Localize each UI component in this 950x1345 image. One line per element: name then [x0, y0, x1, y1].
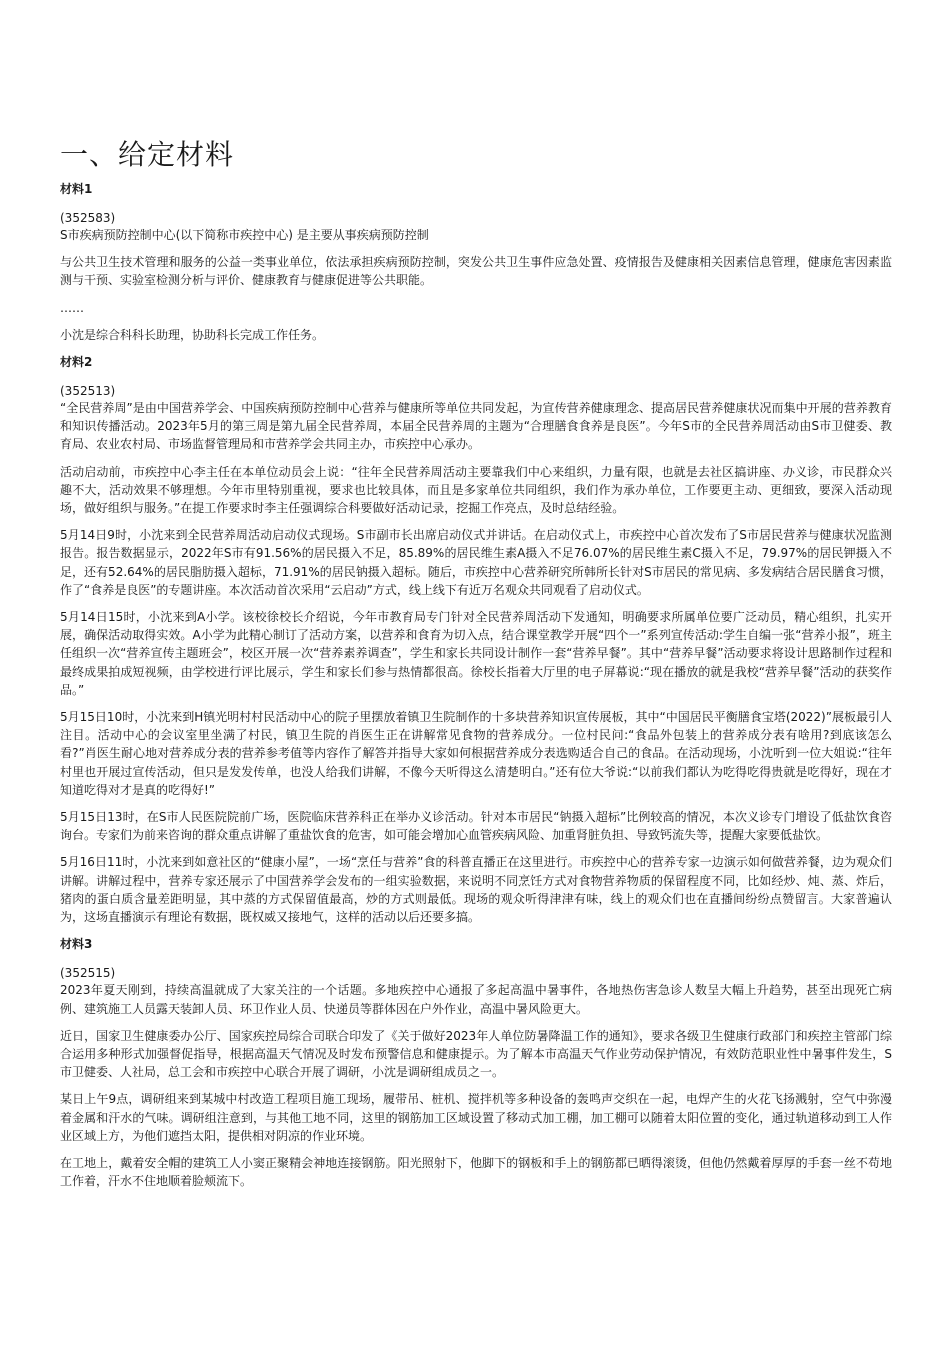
material-3 — [60, 935, 892, 1190]
material-1 — [60, 180, 892, 344]
paragraph: 5月15日13时，在S市人民医院院前广场，医院临床营养科正在举办义诊活动。针对本市居民“钠摄入超标”比例较高的情况，本次义诊专门增设了低盐饮食咨询台。专家们为前来咨询的群众重点讲解了重盐饮食的危害，如可能会增加心血管疾病风险、加重肾脏负担、导致钙流失等，提醒大家要低盐饮。 — [60, 810, 892, 843]
page-title: 一、给定材料 — [60, 138, 235, 171]
paragraph: 5月14日15时，小沈来到A小学。该校徐校长介绍说，今年市教育局专门针对全民营养周活动下发通知，明确要求所属单位要广泛动员，精心组织，扎实开展，确保活动取得实效。A小学为此精心制订了活动方案，以营养和食育为切入点，结合课堂教学开展“四个一”系列宣传活动:学生自编一张“营养小报”，班主任组织一次“营养宣传主题班会”，校区开展一次“营养素养调查”，学生和家长共同设计制作一套“营养早餐”。其中“营养早餐”活动要求将设计思路制作过程和最终成果拍成短视频，由学校进行评比展示，学生和家长们参与热情都很高。徐校长指着大厅里的电子屏幕说:“现在播放的就是我校“营养早餐”活动的获奖作品。” — [60, 610, 892, 697]
paragraph: “全民营养周”是由中国营养学会、中国疾病预防控制中心营养与健康所等单位共同发起，为宣传营养健康理念、提高居民营养健康状况而集中开展的营养教育和知识传播活动。2023年5月的第三周是第九届全民营养周，本届全民营养周的主题为“合理膳食食养是良医”。今年S市的全民营养周活动由S市卫健委、教育局、农业农村局、市场监督管理局和市营养学会共同主办，市疾控中心承办。 — [60, 401, 892, 452]
paragraph: 某日上午9点，调研组来到某城中村改造工程项目施工现场，履带吊、桩机、搅拌机等多种设备的轰鸣声交织在一起，电焊产生的火花飞扬溅射，空气中弥漫着金属和汗水的气味。调研组注意到，与其他工地不同，这里的钢筋加工区域设置了移动式加工棚，加工棚可以随着太阳位置的变化，通过轨道移动到工人作业区域上方，为他们遮挡太阳，提供相对阴凉的作业环境。 — [60, 1092, 892, 1143]
paragraph: 在工地上，戴着安全帽的建筑工人小窦正聚精会神地连接钢筋。阳光照射下，他脚下的钢板和手上的钢筋都已晒得滚烫，但他仍然戴着厚厚的手套一丝不苟地工作着，汗水不住地顺着脸颊流下。 — [60, 1155, 892, 1189]
paragraph: 5月15日10时，小沈来到H镇光明村村民活动中心的院子里摆放着镇卫生院制作的十多块营养知识宣传展板，其中“中国居民平衡膳食宝塔(2022)”展板最引人注目。活动中心的会议室里坐满了村民，镇卫生院的肖医生正在讲解常见食物的营养成分。一位村民问:“食品外包装上的营养成分表有啥用?到底该怎么看?”肖医生耐心地对营养成分表的营养参考值等内容作了解答并指导大家如何根据营养成分表选购适合自己的食品。在活动现场，小沈听到一位大姐说:“往年村里也开展过宣传活动，但只是发发传单，也没人给我们讲解，不像今天听得这么清楚明白。”还有位大爷说:“以前我们都认为吃得吃得贵就是吃得好，现在才知道吃得对才是真的吃得好!” — [60, 710, 892, 797]
material-code: (352583) — [60, 211, 116, 225]
material-2 — [60, 353, 892, 926]
material-title: 材料3 — [60, 937, 93, 952]
material-code: (352513) — [60, 384, 116, 399]
material-title: 材料1 — [60, 182, 93, 196]
paragraph: …… — [60, 300, 84, 315]
paragraph: 与公共卫生技术管理和服务的公益一类事业单位，依法承担疾病预防控制，突发公共卫生事件应急处置、疫情报告及健康相关因素信息管理，健康危害因素监测与干预、实验室检测分析与评价、健康教育与健康促进等公共职能。 — [60, 255, 892, 288]
paragraph: 5月16日11时，小沈来到如意社区的“健康小屋”，一场“烹任与营养”食的科普直播正在这里进行。市疾控中心的营养专家一边演示如何做营养餐，边为观众们讲解。讲解过程中，营养专家还展示了中国营养学会发布的一组实验数据，来说明不同烹饪方式对食物营养物质的保留程度不同，比如经炒、炖、蒸、炸后，猪肉的蛋白质含量差距明显，其中蒸的方式保留值最高，炒的方式则最低。现场的观众听得津津有味，线上的观众们也在直播间纷纷点赞留言。大家普遍认为，这场直播演示有理论有数据，既权威又接地气，这样的活动以后还要多搞。 — [60, 855, 892, 925]
paragraph: 活动启动前，市疾控中心李主任在本单位动员会上说：“往年全民营养周活动主要靠我们中心来组织，力量有限，也就是去社区搞讲座、办义诊，市民群众兴趣不大，活动效果不够理想。今年市里特别重视，要求也比较具体，而且是多家单位共同组织，我们作为承办单位，工作要更主动、更细致，要深入活动现场，做好组织与服务。”在提工作要求时李主任强调综合科要做好活动记录，挖掘工作亮点，及时总结经验。 — [60, 464, 892, 516]
paragraph: 5月14日9时，小沈来到全民营养周活动启动仪式现场。S市副市长出席启动仪式并讲话。在启动仪式上，市疾控中心首次发布了S市居民营养与健康状况监测报告。报告数据显示，2022年S市有91.56%的居民摄入不足，85.89%的居民维生素A摄入不足76.07%的居民维生素C摄入不足，79.97%的居民钾摄入不足，还有52.64%的居民脂肪摄入超标，71.91%的居民钠摄入超标。随后，市疾控中心营养研究所韩所长针对S市居民的常见病、多发病结合居民膳食习惯，作了“食养是良医”的专题讲座。本次活动首次采用“云启动”方式，线上线下有近万名观众共同观看了启动仪式。 — [60, 528, 892, 597]
paragraph: 小沈是综合科科长助理，协助科长完成工作任务。 — [60, 327, 325, 342]
material-title: 材料2 — [60, 355, 93, 370]
material-code: (352515) — [60, 966, 116, 981]
paragraph: 近日，国家卫生健康委办公厅、国家疾控局综合司联合印发了《关于做好2023年人单位防暑降温工作的通知》，要求各级卫生健康行政部门和疾控主管部门综合运用多种形式加强督促指导，根据高温天气情况及时发布预警信息和健康提示。为了解本市高温天气作业劳动保护情况，有效防范职业性中暑事件发生，S市卫健委、人社局，总工会和市疾控中心联合开展了调研，小沈是调研组成员之一。 — [60, 1028, 892, 1080]
paragraph: S市疾病预防控制中心(以下简称市疾控中心) 是主要从事疾病预防控制 — [60, 228, 429, 242]
document-content — [60, 138, 892, 1199]
paragraph: 2023年夏天刚到，持续高温就成了大家关注的一个话题。多地疾控中心通报了多起高温中暑事件，各地热伤害急诊人数呈大幅上升趋势，甚至出现死亡病例、建筑施工人员露天装卸人员、环卫作业人员、快递员等群体因在户外作业，高温中暑风险更大。 — [60, 983, 892, 1016]
